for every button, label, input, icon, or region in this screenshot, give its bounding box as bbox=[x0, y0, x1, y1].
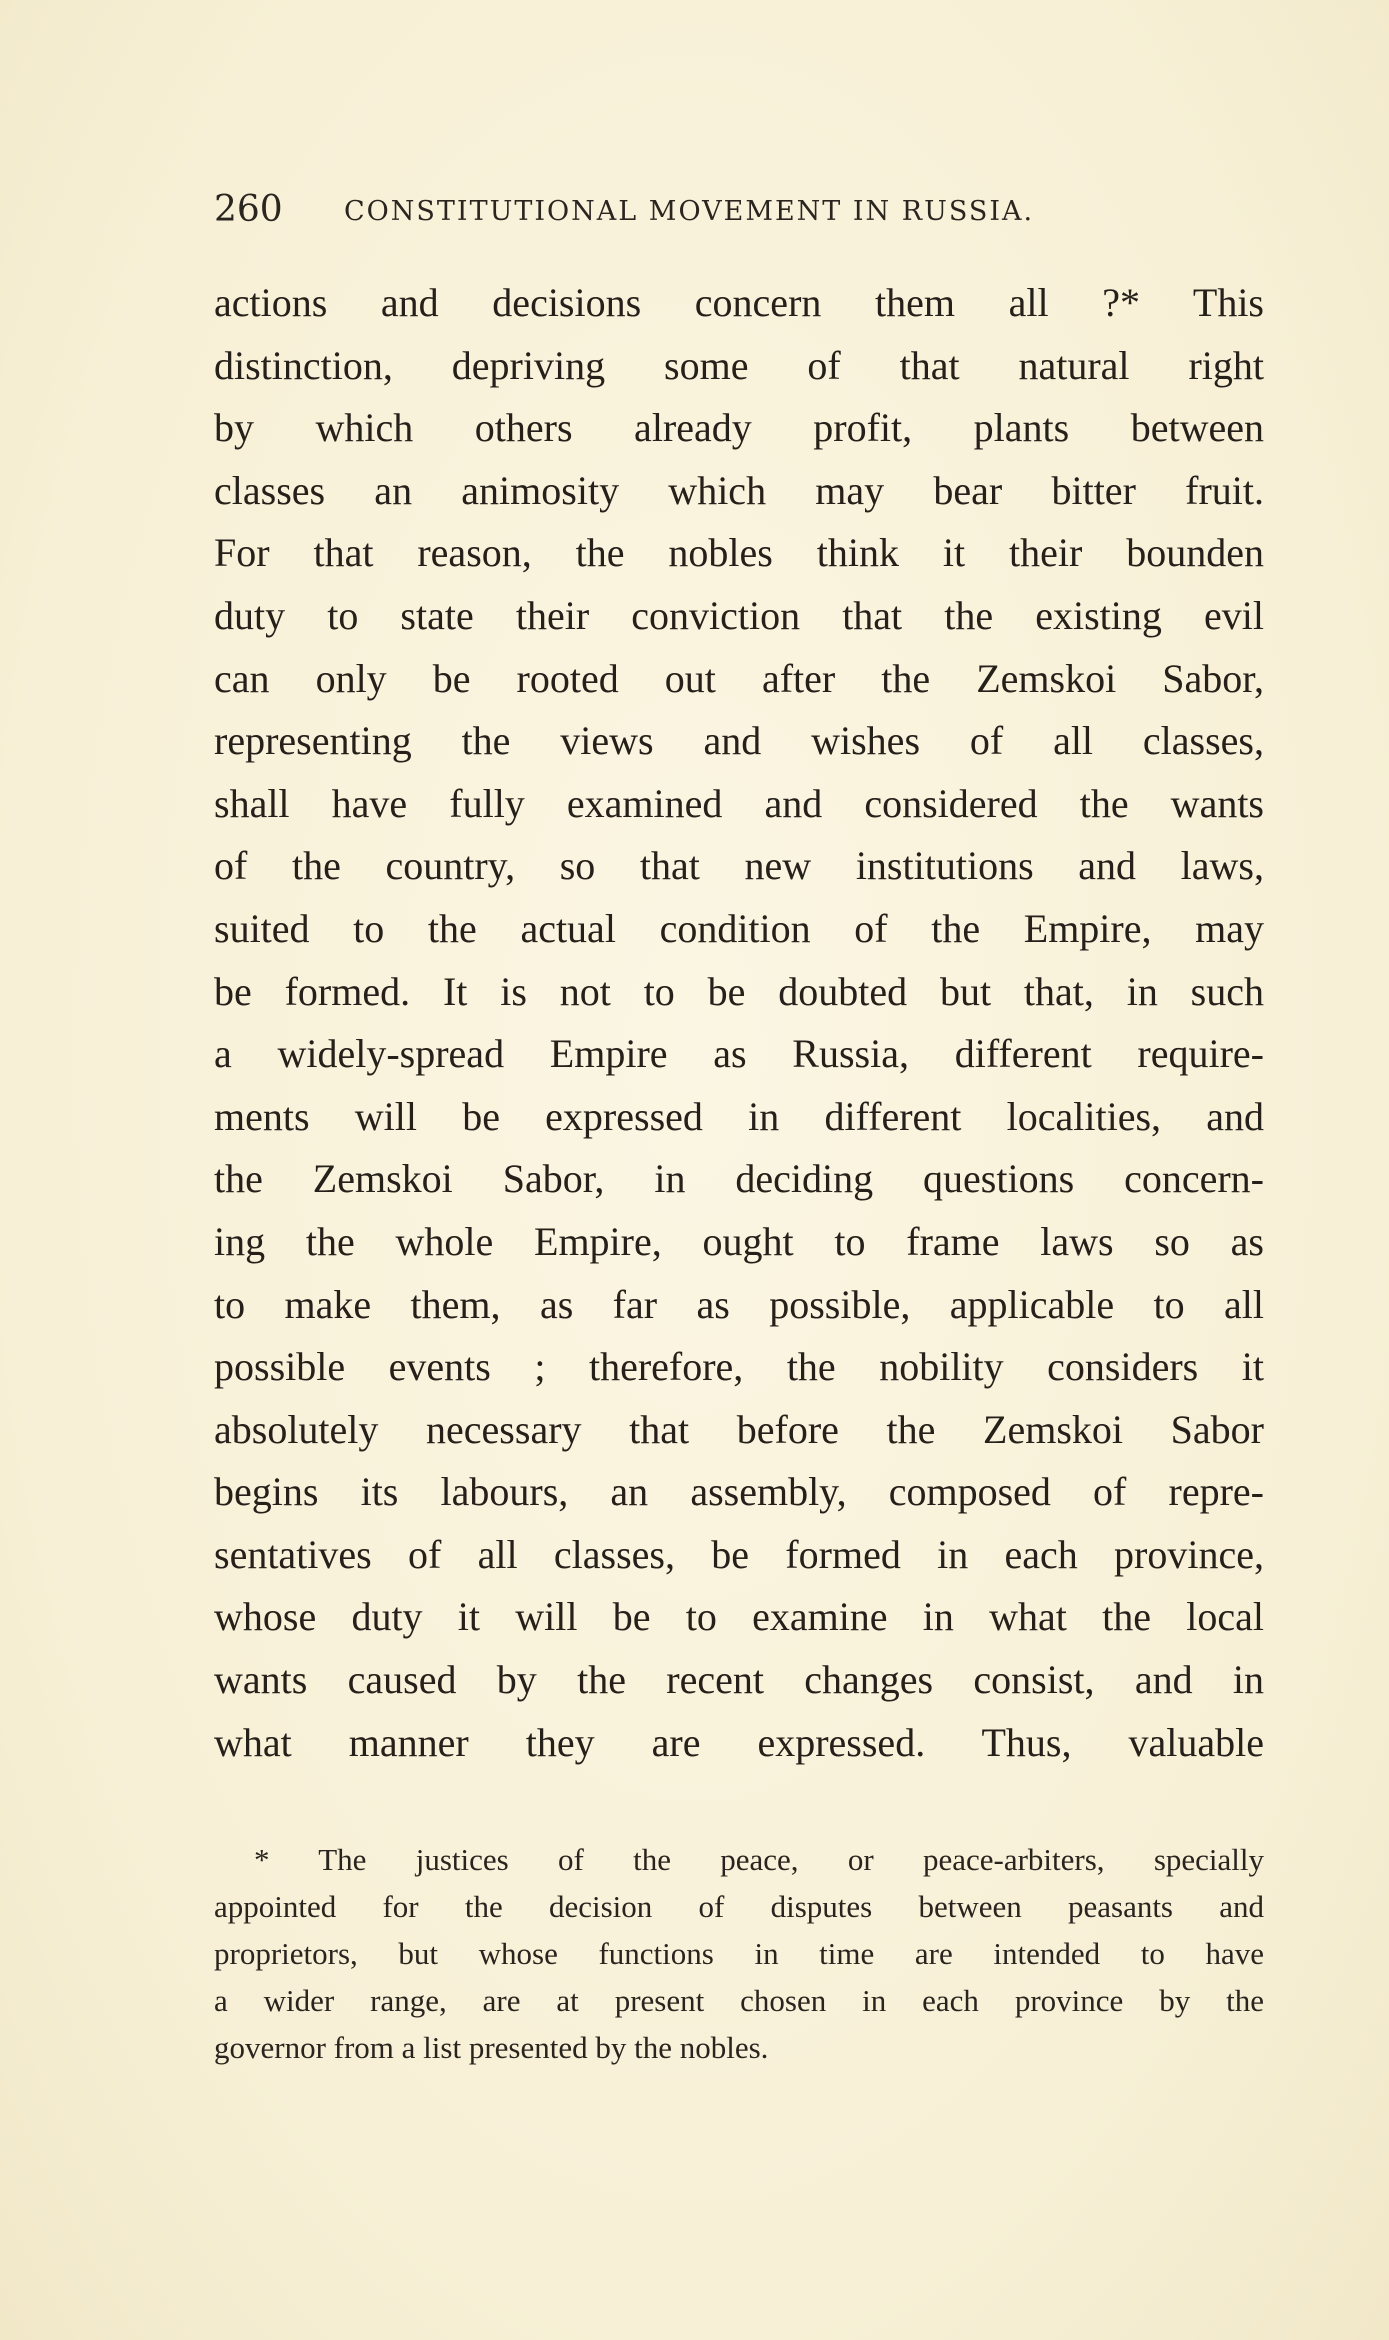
text-line: classes an animosity which may bear bitter fruit. bbox=[214, 467, 1264, 513]
text-line: ing the whole Empire, ought to frame laws so as bbox=[214, 1218, 1264, 1264]
running-head: CONSTITUTIONAL MOVEMENT IN RUSSIA. bbox=[344, 196, 1035, 227]
text-line: duty to state their conviction that the existing evil bbox=[214, 592, 1264, 638]
text-line: shall have fully examined and considered the wants bbox=[214, 780, 1264, 826]
footnote bbox=[214, 1836, 1264, 2071]
text-line: representing the views and wishes of all classes, bbox=[214, 718, 1264, 764]
text-line: wants caused by the recent changes consist, and in bbox=[214, 1657, 1264, 1703]
page-number: 260 bbox=[214, 189, 283, 230]
text-line: by which others already profit, plants between bbox=[214, 405, 1264, 451]
text-line: what manner they are expressed. Thus, valuable bbox=[214, 1719, 1264, 1765]
footnote-line: appointed for the decision of disputes between peasants and bbox=[214, 1889, 1264, 1924]
page-header bbox=[214, 184, 1134, 236]
text-line: ments will be expressed in different localities, and bbox=[214, 1093, 1264, 1139]
text-line: suited to the actual condition of the Empire, may bbox=[214, 905, 1264, 951]
text-line: a widely-spread Empire as Russia, different require- bbox=[214, 1031, 1264, 1077]
footnote-line: proprietors, but whose functions in time are intended to have bbox=[214, 1936, 1264, 1971]
text-line: For that reason, the nobles think it their bounden bbox=[214, 530, 1264, 576]
text-line: to make them, as far as possible, applicable to all bbox=[214, 1281, 1264, 1327]
text-line: begins its labours, an assembly, composed of repre- bbox=[214, 1469, 1264, 1515]
text-line: actions and decisions concern them all ?* This bbox=[214, 280, 1264, 325]
text-line: be formed. It is not to be doubted but that, in such bbox=[214, 968, 1264, 1014]
footnote-line: * The justices of the peace, or peace-arbiters, specially bbox=[254, 1842, 1264, 1877]
text-line: distinction, depriving some of that natural right bbox=[214, 342, 1264, 388]
text-line: the Zemskoi Sabor, in deciding questions concern- bbox=[214, 1156, 1264, 1202]
text-line: whose duty it will be to examine in what the local bbox=[214, 1594, 1264, 1640]
text-line: possible events ; therefore, the nobility considers it bbox=[214, 1344, 1264, 1390]
text-line: sentatives of all classes, be formed in each province, bbox=[214, 1531, 1264, 1577]
body-text bbox=[214, 272, 1264, 1774]
text-line: can only be rooted out after the Zemskoi Sabor, bbox=[214, 655, 1264, 701]
footnote-line: a wider range, are at present chosen in each province by the bbox=[214, 1983, 1264, 2018]
footnote-line: governor from a list presented by the nobles. bbox=[214, 2030, 769, 2065]
text-line: of the country, so that new institutions and laws, bbox=[214, 843, 1264, 889]
text-line: absolutely necessary that before the Zemskoi Sabor bbox=[214, 1406, 1264, 1452]
